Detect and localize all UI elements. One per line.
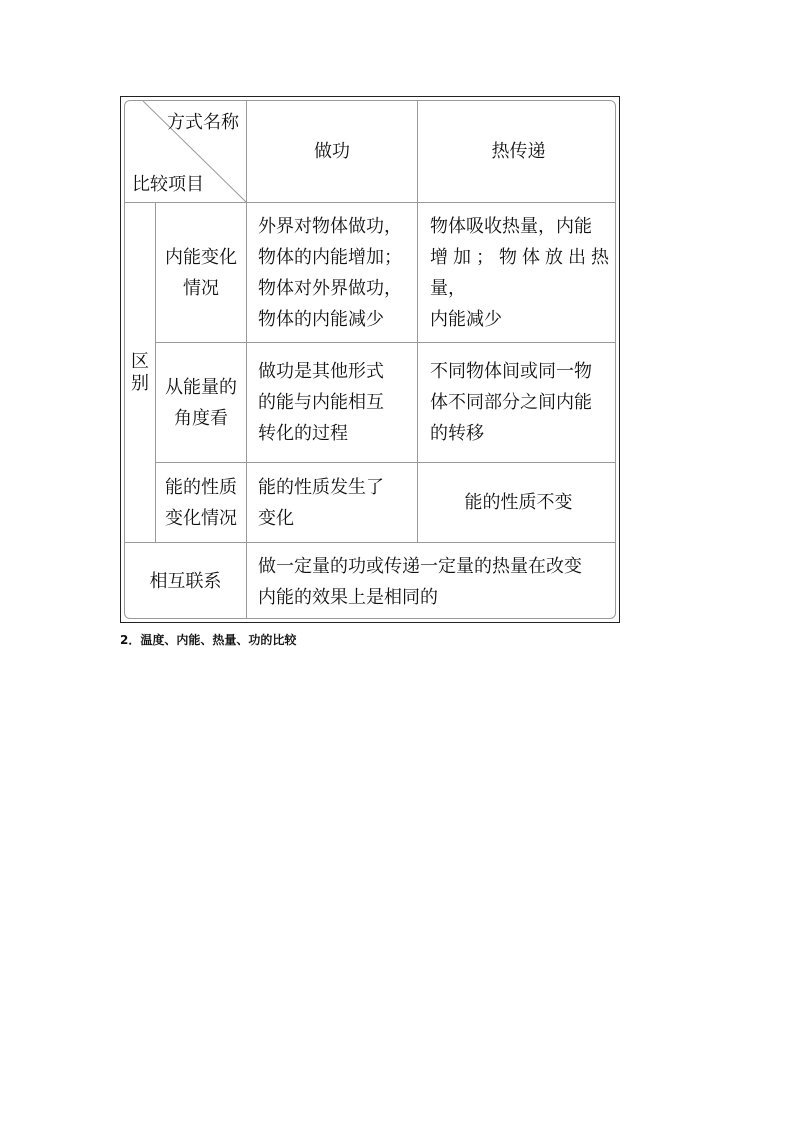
row3-work-line: 变化 (258, 507, 294, 529)
row3-item-line: 能的性质 (165, 476, 237, 498)
group-label-char: 区 (131, 350, 149, 372)
header-corner (125, 101, 246, 202)
row1-work-line: 物体的内能增加； (258, 246, 402, 268)
comparison-table (120, 96, 620, 623)
row3-item (156, 463, 246, 542)
row1-heat-line: 物体吸收热量，内能 (430, 215, 592, 237)
row1-work-line: 外界对物体做功， (258, 215, 402, 237)
relation-label-text: 相互联系 (149, 571, 222, 592)
row3-work-line: 能的性质发生了 (258, 476, 384, 498)
row1-heat-line: 内能减少 (430, 308, 502, 330)
header-heat (418, 101, 616, 202)
row2-item-line: 角度看 (174, 407, 228, 429)
row2-item (156, 343, 246, 462)
group-label-char: 别 (131, 372, 149, 394)
comparison-table-inner (124, 100, 616, 619)
row2-heat-line: 体不同部分之间内能 (430, 392, 592, 413)
row1-work (247, 203, 417, 342)
section-caption: 2．温度、内能、热量、功的比较 (120, 633, 297, 647)
header-work-label: 做功 (314, 141, 350, 162)
relation-text (247, 543, 616, 619)
row1-work-line: 物体对外界做功， (258, 277, 402, 299)
row2-item-line: 从能量的 (165, 376, 237, 398)
relation-text-line: 内能的效果上是相同的 (258, 586, 438, 608)
relation-label (125, 543, 246, 619)
row1-work-line: 物体的内能减少 (258, 308, 384, 330)
row1-heat (418, 203, 616, 342)
row3-heat-line: 能的性质不变 (464, 492, 573, 513)
row2-heat (418, 343, 616, 462)
relation-text-line: 做一定量的功或传递一定量的热量在改变 (258, 555, 582, 577)
row2-work (247, 343, 417, 462)
row3-heat (418, 463, 616, 542)
row1-item-line: 情况 (183, 277, 219, 299)
corner-top-label: 方式名称 (167, 112, 239, 133)
row1-item-line: 内能变化 (165, 246, 237, 268)
row2-heat-line: 的转移 (430, 423, 484, 444)
row2-work-line: 的能与内能相互 (258, 392, 384, 413)
row3-item-line: 变化情况 (165, 507, 237, 529)
row2-work-line: 转化的过程 (258, 423, 348, 444)
corner-bottom-label: 比较项目 (132, 174, 204, 195)
row3-work (247, 463, 417, 542)
row2-heat-line: 不同物体间或同一物 (430, 361, 592, 382)
row1-heat-line: 增加；物体放出热量， (430, 246, 609, 299)
group-label (125, 203, 155, 542)
row2-work-line: 做功是其他形式 (258, 361, 384, 382)
row1-item (156, 203, 246, 342)
header-heat-label: 热传递 (491, 141, 546, 162)
header-work (247, 101, 417, 202)
